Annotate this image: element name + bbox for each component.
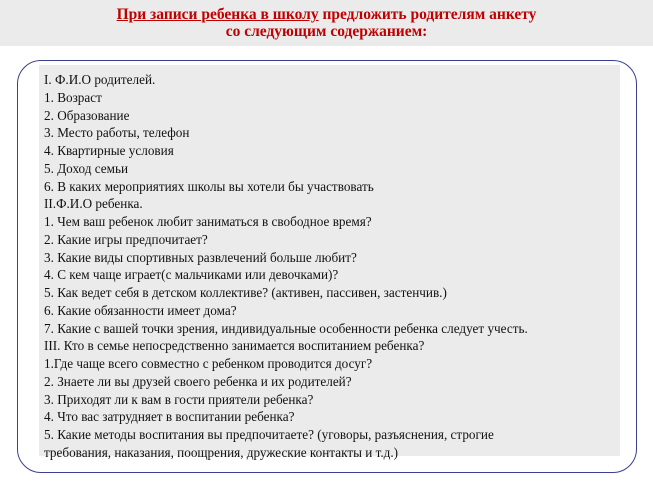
question-line: 3. Какие виды спортивных развлечений больше любит? <box>44 249 357 265</box>
question-line: 4. Квартирные условия <box>44 143 174 158</box>
question-line: 2. Образование <box>44 107 130 123</box>
title-underlined-part: При записи ребенка в школу <box>116 6 319 23</box>
question-line: 1. Возраст <box>44 89 102 105</box>
question-line: 1. Чем ваш ребенок любит заниматься в свободное время? <box>44 214 372 229</box>
page-title <box>0 6 653 40</box>
question-line: 6. В каких мероприятиях школы вы хотели бы участвовать <box>44 178 374 194</box>
question-line: 5. Как ведет себя в детском коллективе? (активен, пассивен, застенчив.) <box>44 285 447 300</box>
question-line: 1.Где чаще всего совместно с ребенком проводится досуг? <box>44 356 373 371</box>
question-line: 5. Доход семьи <box>44 160 129 176</box>
question-line: ІІ.Ф.И.О ребенка. <box>44 196 143 212</box>
title-rest: предложить родителям анкету <box>318 6 537 23</box>
question-line: 2. Какие игры предпочитает? <box>44 231 208 247</box>
question-line: 3. Приходят ли к вам в гости приятели ребенка? <box>44 391 314 407</box>
header-bar <box>0 0 653 46</box>
question-line: 3. Место работы, телефон <box>44 125 190 141</box>
title-line-2: со следующим содержанием: <box>225 23 428 40</box>
questionnaire-panel <box>39 65 620 460</box>
question-line: 6. Какие обязанности имеет дома? <box>44 302 237 318</box>
questionnaire-lines <box>44 71 619 462</box>
question-line: требования, наказания, поощрения, дружеские контакты и т.д.) <box>44 444 399 460</box>
question-line: І. Ф.И.О родителей. <box>44 72 156 87</box>
question-line: 7. Какие с вашей точки зрения, индивидуальные особенности ребенка следует учесть. <box>44 320 528 336</box>
question-line: 4. Что вас затрудняет в воспитании ребенка? <box>44 409 295 425</box>
question-line: ІІІ. Кто в семье непосредственно занимается воспитанием ребенка? <box>44 338 425 354</box>
question-line: 2. Знаете ли вы друзей своего ребенка и их родителей? <box>44 373 352 389</box>
question-line: 5. Какие методы воспитания вы предпочитаете? (уговоры, разъяснения, строгие <box>44 427 494 442</box>
question-line: 4. С кем чаще играет(с мальчиками или девочками)? <box>44 267 339 283</box>
